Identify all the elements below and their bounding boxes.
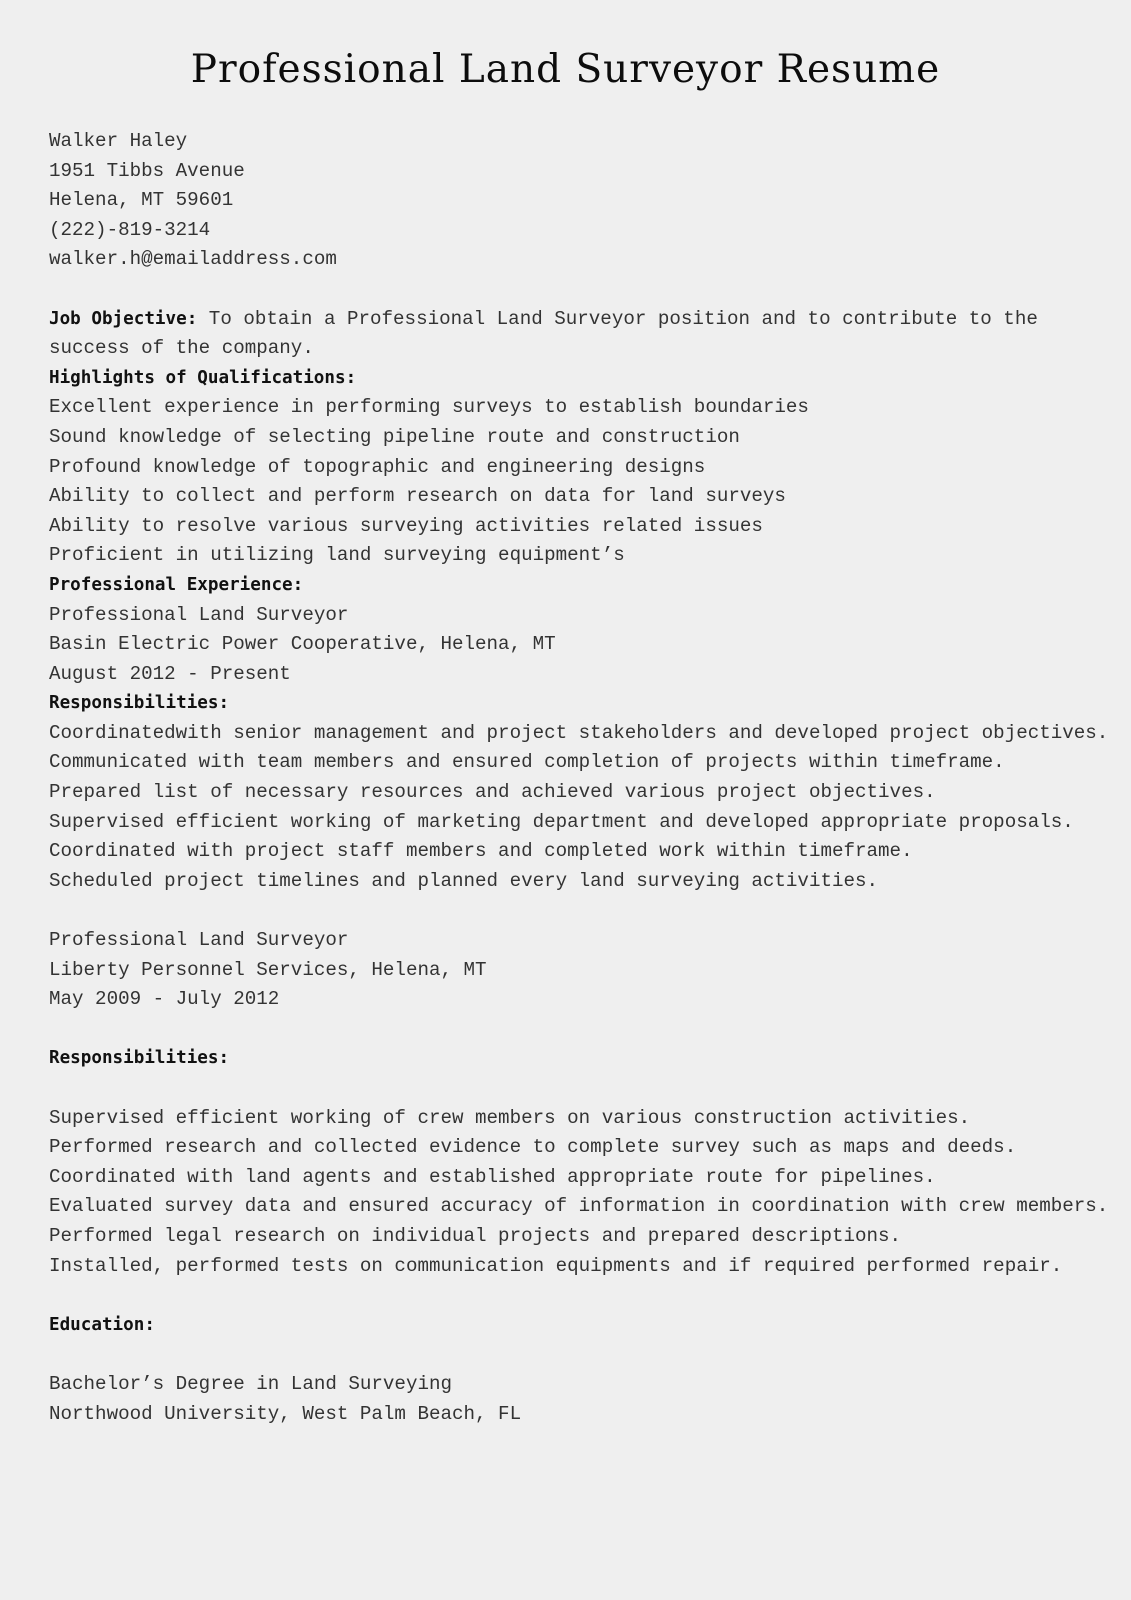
experience-heading: Professional Experience: <box>49 574 304 595</box>
spacer <box>49 1074 1109 1104</box>
contact-city: Helena, MT 59601 <box>49 189 234 212</box>
job-dates: August 2012 - Present <box>49 662 291 685</box>
contact-name: Walker Haley <box>49 130 188 152</box>
responsibilities-heading: Responsibilities: <box>49 1048 230 1069</box>
highlight-item: Profound knowledge of topographic and engineering designs <box>49 455 706 478</box>
responsibility-item: Supervised efficient working of crew members on various construction activities. <box>49 1106 971 1129</box>
contact-phone: (222)-819-3214 <box>49 218 211 241</box>
spacer <box>49 1340 1109 1370</box>
highlight-item: Ability to resolve various surveying activities related issues <box>49 514 763 537</box>
responsibility-item: Communicated with team members and ensured completion of projects within timeframe. <box>49 751 1005 774</box>
education-heading: Education: <box>49 1314 155 1335</box>
resume-body <box>49 127 1109 1429</box>
highlights-heading: Highlights of Qualifications: <box>49 367 357 388</box>
job-company: Liberty Personnel Services, Helena, MT <box>49 958 487 981</box>
contact-email: walker.h@emailaddress.com <box>49 248 337 271</box>
education-degree: Bachelor’s Degree in Land Surveying <box>49 1372 453 1395</box>
job-dates: May 2009 - July 2012 <box>49 988 280 1011</box>
responsibility-item: Coordinated with project staff members and completed work within timeframe. <box>49 840 913 863</box>
responsibilities-heading: Responsibilities: <box>49 693 230 714</box>
responsibility-item: Performed research and collected evidence to complete survey such as maps and deeds. <box>49 1136 1017 1159</box>
responsibility-item: Scheduled project timelines and planned every land surveying activities. <box>49 869 879 892</box>
job-objective-text: To obtain a Professional Land Surveyor position and to contribute to the success of the company. <box>49 307 1038 360</box>
responsibility-item: Prepared list of necessary resources and achieved various project objectives. <box>49 781 936 804</box>
job-objective <box>49 305 1109 364</box>
spacer <box>49 1015 1109 1045</box>
spacer <box>49 275 1109 305</box>
responsibility-item: Supervised efficient working of marketing department and developed appropriate proposals. <box>49 810 1074 833</box>
responsibility-item: Installed, performed tests on communication equipments and if required performed repair. <box>49 1254 1063 1277</box>
spacer <box>49 1281 1109 1311</box>
job-objective-label: Job Objective: <box>49 308 198 329</box>
contact-address: 1951 Tibbs Avenue <box>49 159 245 182</box>
page-title: Professional Land Surveyor Resume <box>190 47 941 92</box>
highlight-item: Sound knowledge of selecting pipeline route and construction <box>49 425 740 448</box>
responsibility-item: Performed legal research on individual projects and prepared descriptions. <box>49 1224 902 1247</box>
job-company: Basin Electric Power Cooperative, Helena, MT <box>49 633 556 656</box>
highlight-item: Ability to collect and perform research on data for land surveys <box>49 485 786 508</box>
responsibility-item: Coordinated with land agents and established appropriate route for pipelines. <box>49 1165 936 1188</box>
highlight-item: Proficient in utilizing land surveying equipment’s <box>49 544 625 567</box>
education-school: Northwood University, West Palm Beach, FL <box>49 1402 522 1425</box>
job-title: Professional Land Surveyor <box>49 603 349 626</box>
job-title: Professional Land Surveyor <box>49 929 349 952</box>
responsibility-item: Evaluated survey data and ensured accuracy of information in coordination with crew members. <box>49 1195 1109 1218</box>
highlight-item: Excellent experience in performing surveys to establish boundaries <box>49 396 809 419</box>
spacer <box>49 896 1109 926</box>
responsibility-item: Coordinatedwith senior management and project stakeholders and developed project objectives. <box>49 721 1109 744</box>
contact-block <box>49 127 1109 275</box>
